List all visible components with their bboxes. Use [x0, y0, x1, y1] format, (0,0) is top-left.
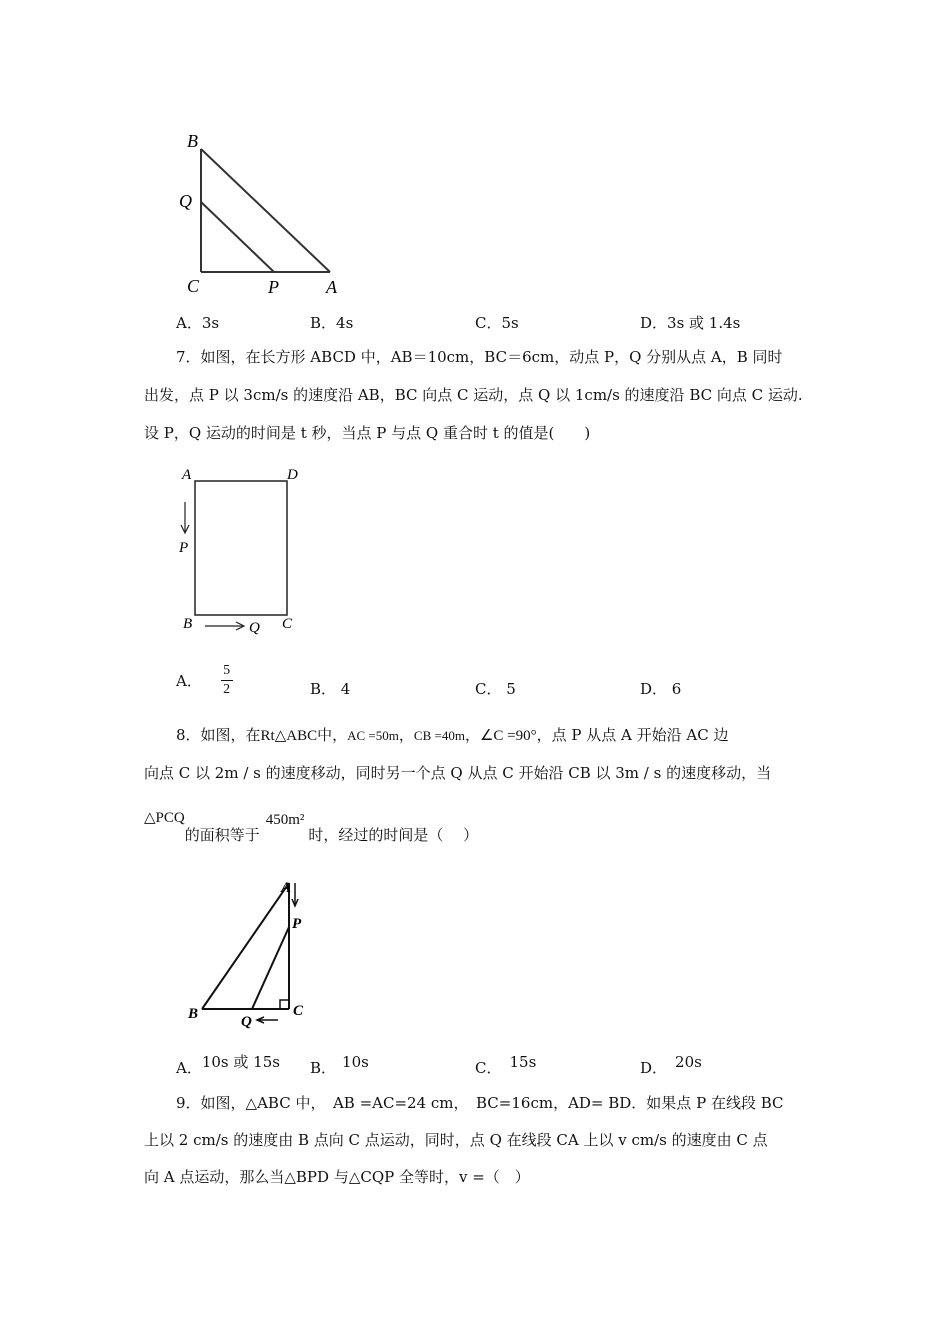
q7-line-2: 出发，点 P 以 3cm/s 的速度沿 AB，BC 向点 C 运动，点 Q 以 1cm/s 的速度沿 BC 向点 C 运动.	[144, 386, 803, 404]
fraction-five-halves: $\frac{5}{2}$	[221, 663, 233, 698]
q7-line-1: 7．如图，在长方形 ABCD 中，AB＝10cm，BC＝6cm，动点 P，Q 分别从点 A，B 同时	[176, 348, 783, 366]
q8-option-c[interactable]: C． 15s	[475, 1053, 537, 1077]
q7-option-a[interactable]: A． $\frac{5}{2}$	[176, 663, 233, 698]
q8-option-b[interactable]: B． 10s	[310, 1053, 369, 1077]
label-a: A	[182, 467, 192, 483]
label-p: P	[179, 540, 189, 556]
q6-option-c[interactable]: C．5s	[475, 314, 519, 332]
segment-ab	[202, 883, 289, 1009]
q6-option-a[interactable]: A．3s	[176, 314, 220, 332]
q8-line-1: 8．如图，在Rt△ABC中，AC =50m，CB =40m，∠C =90°，点 P 从点 A 开始沿 AC 边	[176, 726, 729, 744]
q8-line-2: 向点 C 以 2m / s 的速度移动，同时另一个点 Q 从点 C 开始沿 CB 以 3m / s 的速度移动，当	[144, 764, 772, 782]
label-q: Q	[179, 191, 192, 211]
q8-option-d[interactable]: D． 20s	[640, 1053, 702, 1077]
segment-ba	[201, 149, 330, 272]
label-a: A	[326, 277, 337, 297]
label-c: C	[293, 1003, 304, 1019]
q6-option-b[interactable]: B．4s	[310, 314, 354, 332]
label-b: B	[188, 1006, 199, 1022]
q7-line-3: 设 P，Q 运动的时间是 t 秒，当点 P 与点 Q 重合时 t 的值是( )	[144, 424, 591, 442]
label-c: C	[282, 616, 293, 632]
q6-option-d[interactable]: D．3s 或 1.4s	[640, 314, 741, 332]
label-a: A	[281, 880, 292, 896]
q7-option-b[interactable]: B． 4	[310, 680, 351, 698]
q9-line-1: 9．如图，△ABC 中， AB =AC=24 cm， BC=16cm，AD= BD．如果点 P 在线段 BC	[176, 1094, 784, 1112]
label-b: B	[183, 616, 193, 632]
segment-qp	[201, 202, 274, 272]
right-angle-mark	[280, 1000, 289, 1009]
q7-option-d[interactable]: D． 6	[640, 680, 682, 698]
q8-line-3: △PCQ的面积等于450m²时，经过的时间是（ ）	[144, 810, 479, 844]
figure-q7-rectangle	[170, 460, 310, 640]
q8-option-a[interactable]: A．10s 或 15s	[176, 1053, 280, 1077]
figure-q6-triangle	[170, 125, 360, 300]
label-q: Q	[241, 1014, 252, 1030]
label-d: D	[287, 467, 298, 483]
label-p: P	[292, 916, 302, 932]
q9-line-2: 上以 2 cm/s 的速度由 B 点向 C 点运动，同时，点 Q 在线段 CA 上以 v cm/s 的速度由 C 点	[144, 1131, 768, 1149]
label-c: C	[187, 276, 200, 296]
label-p: P	[268, 277, 279, 297]
q9-line-3: 向 A 点运动，那么当△BPD 与△CQP 全等时，v =（ ）	[144, 1168, 530, 1186]
rect-abcd	[195, 481, 287, 615]
label-b: B	[187, 131, 198, 151]
q7-option-c[interactable]: C． 5	[475, 680, 516, 698]
figure-q8-triangle	[180, 875, 320, 1035]
label-q: Q	[249, 620, 260, 636]
segment-pq	[252, 927, 289, 1009]
